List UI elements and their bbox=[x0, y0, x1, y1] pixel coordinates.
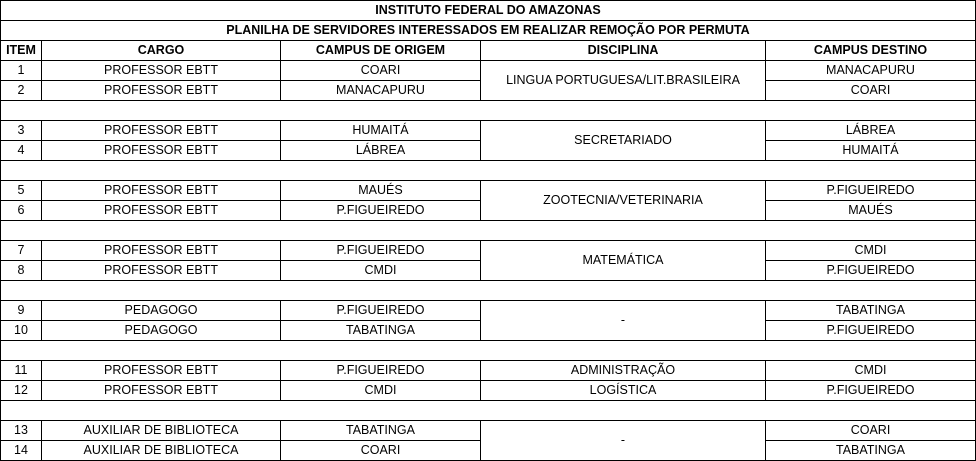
cell-item[interactable]: 9 bbox=[1, 301, 42, 321]
cell-disciplina[interactable]: SECRETARIADO bbox=[481, 121, 766, 161]
spacer-row bbox=[1, 101, 976, 121]
cell-campus-destino[interactable]: COARI bbox=[766, 421, 976, 441]
table-row bbox=[1, 181, 976, 201]
cell-campus-origem[interactable]: COARI bbox=[281, 441, 481, 461]
cell-disciplina[interactable]: MATEMÁTICA bbox=[481, 241, 766, 281]
cell-item[interactable]: 13 bbox=[1, 421, 42, 441]
cell-campus-destino[interactable]: P.FIGUEIREDO bbox=[766, 181, 976, 201]
cell-cargo[interactable]: PEDAGOGO bbox=[42, 301, 281, 321]
cell-campus-origem[interactable]: HUMAITÁ bbox=[281, 121, 481, 141]
cell-cargo[interactable]: PROFESSOR EBTT bbox=[42, 121, 281, 141]
cell-campus-destino[interactable]: P.FIGUEIREDO bbox=[766, 381, 976, 401]
cell-campus-destino[interactable]: COARI bbox=[766, 81, 976, 101]
cell-item[interactable]: 6 bbox=[1, 201, 42, 221]
spacer-row bbox=[1, 221, 976, 241]
spacer-row bbox=[1, 341, 976, 361]
cell-campus-origem[interactable]: LÁBREA bbox=[281, 141, 481, 161]
cell-item[interactable]: 14 bbox=[1, 441, 42, 461]
cell-campus-destino[interactable]: P.FIGUEIREDO bbox=[766, 261, 976, 281]
column-header-item: ITEM bbox=[1, 41, 42, 61]
cell-campus-origem[interactable]: MANACAPURU bbox=[281, 81, 481, 101]
cell-item[interactable]: 4 bbox=[1, 141, 42, 161]
cell-campus-destino[interactable]: LÁBREA bbox=[766, 121, 976, 141]
table-row bbox=[1, 121, 976, 141]
cell-cargo[interactable]: PROFESSOR EBTT bbox=[42, 141, 281, 161]
cell-disciplina[interactable]: - bbox=[481, 421, 766, 461]
cell-item[interactable]: 8 bbox=[1, 261, 42, 281]
cell-campus-destino[interactable]: CMDI bbox=[766, 361, 976, 381]
cell-cargo[interactable]: PEDAGOGO bbox=[42, 321, 281, 341]
table-row bbox=[1, 381, 976, 401]
cell-campus-destino[interactable]: CMDI bbox=[766, 241, 976, 261]
cell-campus-destino[interactable]: TABATINGA bbox=[766, 441, 976, 461]
cell-cargo[interactable]: PROFESSOR EBTT bbox=[42, 181, 281, 201]
spacer-cell bbox=[1, 221, 976, 241]
cell-cargo[interactable]: PROFESSOR EBTT bbox=[42, 81, 281, 101]
table-row bbox=[1, 361, 976, 381]
cell-campus-origem[interactable]: P.FIGUEIREDO bbox=[281, 361, 481, 381]
table-body bbox=[1, 61, 976, 461]
cell-campus-origem[interactable]: MAUÉS bbox=[281, 181, 481, 201]
cell-disciplina[interactable]: ADMINISTRAÇÃO bbox=[481, 361, 766, 381]
cell-campus-destino[interactable]: HUMAITÁ bbox=[766, 141, 976, 161]
sheet-title: INSTITUTO FEDERAL DO AMAZONAS bbox=[1, 1, 976, 21]
cell-campus-origem[interactable]: P.FIGUEIREDO bbox=[281, 241, 481, 261]
cell-campus-destino[interactable]: P.FIGUEIREDO bbox=[766, 321, 976, 341]
cell-campus-origem[interactable]: P.FIGUEIREDO bbox=[281, 201, 481, 221]
cell-cargo[interactable]: PROFESSOR EBTT bbox=[42, 261, 281, 281]
cell-item[interactable]: 7 bbox=[1, 241, 42, 261]
sheet-subtitle: PLANILHA DE SERVIDORES INTERESSADOS EM REALIZAR REMOÇÃO POR PERMUTA bbox=[1, 21, 976, 41]
cell-cargo[interactable]: PROFESSOR EBTT bbox=[42, 381, 281, 401]
cell-item[interactable]: 10 bbox=[1, 321, 42, 341]
column-header-campus-destino: CAMPUS DESTINO bbox=[766, 41, 976, 61]
column-header-disciplina: DISCIPLINA bbox=[481, 41, 766, 61]
table-row bbox=[1, 241, 976, 261]
spacer-row bbox=[1, 281, 976, 301]
cell-campus-destino[interactable]: TABATINGA bbox=[766, 301, 976, 321]
cell-campus-destino[interactable]: MANACAPURU bbox=[766, 61, 976, 81]
cell-cargo[interactable]: AUXILIAR DE BIBLIOTECA bbox=[42, 441, 281, 461]
spacer-cell bbox=[1, 161, 976, 181]
cell-item[interactable]: 2 bbox=[1, 81, 42, 101]
cell-disciplina[interactable]: LOGÍSTICA bbox=[481, 381, 766, 401]
cell-cargo[interactable]: AUXILIAR DE BIBLIOTECA bbox=[42, 421, 281, 441]
cell-cargo[interactable]: PROFESSOR EBTT bbox=[42, 201, 281, 221]
cell-campus-origem[interactable]: TABATINGA bbox=[281, 421, 481, 441]
cell-campus-origem[interactable]: COARI bbox=[281, 61, 481, 81]
cell-cargo[interactable]: PROFESSOR EBTT bbox=[42, 241, 281, 261]
cell-item[interactable]: 12 bbox=[1, 381, 42, 401]
spacer-row bbox=[1, 401, 976, 421]
spacer-row bbox=[1, 161, 976, 181]
cell-disciplina[interactable]: LINGUA PORTUGUESA/LIT.BRASILEIRA bbox=[481, 61, 766, 101]
spacer-cell bbox=[1, 281, 976, 301]
cell-campus-destino[interactable]: MAUÉS bbox=[766, 201, 976, 221]
column-header-cargo: CARGO bbox=[42, 41, 281, 61]
table-row bbox=[1, 301, 976, 321]
column-header-campus-origem: CAMPUS DE ORIGEM bbox=[281, 41, 481, 61]
table-row bbox=[1, 61, 976, 81]
cell-item[interactable]: 3 bbox=[1, 121, 42, 141]
cell-campus-origem[interactable]: CMDI bbox=[281, 381, 481, 401]
cell-campus-origem[interactable]: CMDI bbox=[281, 261, 481, 281]
spacer-cell bbox=[1, 341, 976, 361]
cell-campus-origem[interactable]: P.FIGUEIREDO bbox=[281, 301, 481, 321]
spacer-cell bbox=[1, 401, 976, 421]
cell-item[interactable]: 1 bbox=[1, 61, 42, 81]
table-row bbox=[1, 421, 976, 441]
cell-cargo[interactable]: PROFESSOR EBTT bbox=[42, 61, 281, 81]
cell-disciplina[interactable]: - bbox=[481, 301, 766, 341]
cell-disciplina[interactable]: ZOOTECNIA/VETERINARIA bbox=[481, 181, 766, 221]
cell-item[interactable]: 11 bbox=[1, 361, 42, 381]
cell-cargo[interactable]: PROFESSOR EBTT bbox=[42, 361, 281, 381]
cell-campus-origem[interactable]: TABATINGA bbox=[281, 321, 481, 341]
cell-item[interactable]: 5 bbox=[1, 181, 42, 201]
spacer-cell bbox=[1, 101, 976, 121]
